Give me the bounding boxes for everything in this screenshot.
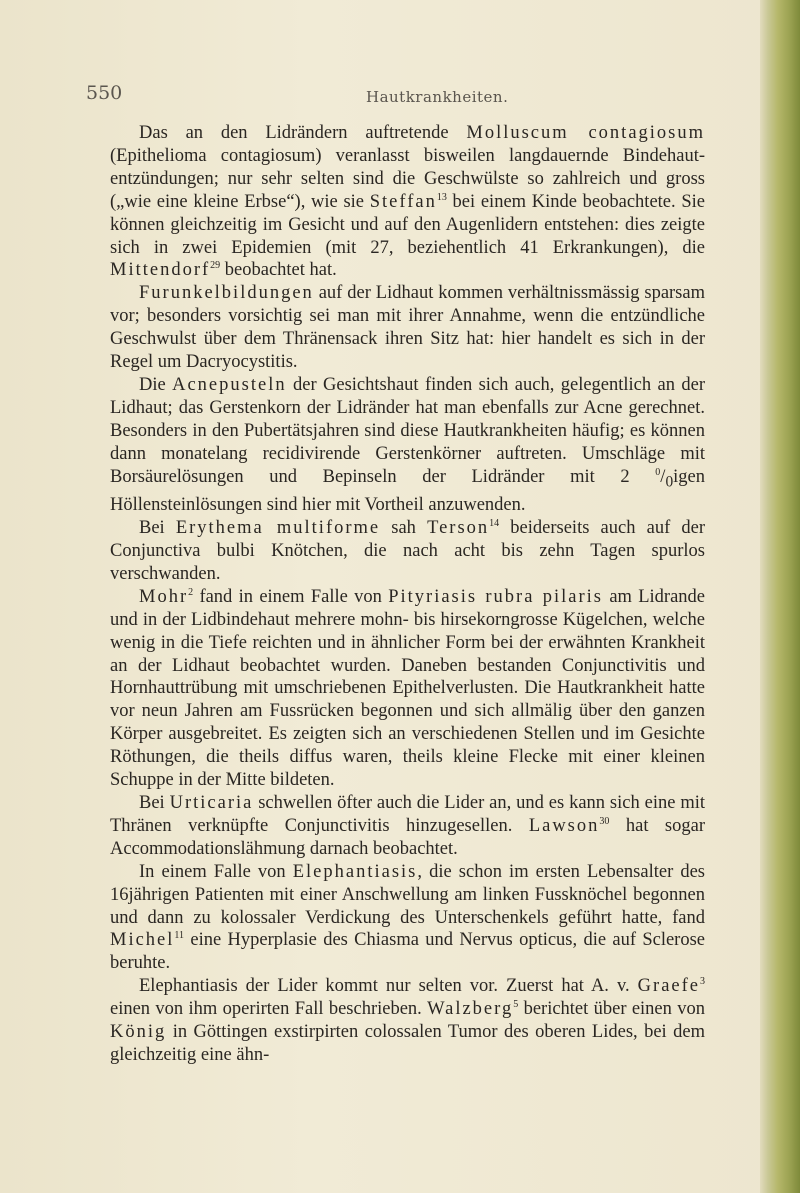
term-acne: Acnepusteln (172, 374, 287, 395)
footnote-ref: 30 (599, 815, 610, 827)
footnote-ref: 14 (489, 518, 500, 530)
author-terson: Terson (427, 518, 490, 539)
term-molluscum: Molluscum contagiosum (466, 123, 706, 143)
term-elephantiasis: Elephantiasis (292, 861, 418, 882)
term-urticaria: Urticaria (169, 792, 254, 813)
footnote-ref: 5 (513, 999, 519, 1011)
footnote-ref: 2 (188, 586, 194, 598)
paragraph-pityriasis: Mohr$^2$ fand in einem Falle von Pityriasis rubra pilaris am Lidrande und in der Lidbindehaut mehrere mohn- bis hirsekorngrosse Kügelchen, welche wenig in die Tiefe reichten und in ähnlicher Form bei der erwähnten Krankheit an der Lidhaut beobachtet wurden. Daneben bestanden Conjunctivitis und Hornhauttrübung mit umschriebenen Epithelverlusten. Die Hautkrankheit hatte vor neun Jahren am Fussrücken begonnen und sich allmälig über den ganzen Körper ausgebreitet. Es zeigten sich an verschiedenen Stellen und im Gesichte Röthungen, die theils diffus waren, theils kleine Flecke mit einer kleinen Schuppe in der Mitte bildeten. (110, 586, 705, 791)
term-pityriasis: Pityriasis rubra pilaris (388, 586, 603, 607)
footnote-ref: 29 (210, 260, 221, 272)
author-walzberg: Walzberg (427, 999, 514, 1020)
running-head: Hautkrankheiten. (366, 88, 509, 106)
body-text (110, 122, 705, 1067)
paragraph-molluscum: Das an den Lidrändern auftretende Molluscum contagiosum (Epithelioma contagiosum) veranlasst bisweilen langdauernde Bindehaut-entzündungen; nur sehr selten sind die Geschwülste so zahlreich und gross („wie eine kleine Erbse“), wie sie Steffan$^{13}$ bei einem Kinde beobachtete. Sie können gleichzeitig im Gesicht und auf den Augenlidern entstehen: dies zeigte sich in zwei Epidemien (mit 27, beziehentlich 41 Erkrankungen), die Mittendorf$^{29}$ beobachtet hat. (110, 123, 706, 281)
term-erythema: Erythema multiforme (175, 518, 381, 539)
paragraph-elephantiasis-lider: Elephantiasis der Lider kommt nur selten vor. Zuerst hat A. v. Graefe$^3$ einen von ihm operirten Fall beschrieben. Walzberg$^5$ berichtet über einen von König in Göttingen exstirpirten colossalen Tumor des oberen Lides, bei dem gleichzeitig eine ähn- (110, 976, 705, 1065)
paragraph-erythema: Bei Erythema multiforme sah Terson$^{14}$ beiderseits auch auf der Conjunctiva bulbi Knötchen, die nach acht bis zehn Tagen spurlos verschwanden. (110, 518, 705, 584)
author-mittendorf: Mittendorf (110, 260, 211, 281)
footnote-ref: 3 (700, 976, 705, 988)
paragraph-acne: Die Acnepusteln der Gesichtshaut finden sich auch, gelegentlich an der Lidhaut; das Gerstenkorn der Lidränder hat man ebenfalls zur Acne gerechnet. Besonders in den Pubertätsjahren sind diese Hautkrankheiten häufig; es können dann monatelang recidivirende Gerstenkörner auftreten. Umschläge mit Borsäurelösungen und Bepinseln der Lidränder mit 2 $^0/_0igen$ Höllensteinlösungen sind hier mit Vortheil anzuwenden. (110, 374, 705, 516)
page-number: 550 (86, 82, 123, 104)
footnote-ref: 13 (436, 191, 447, 203)
page-header (0, 82, 760, 112)
author-koenig: König (110, 1022, 167, 1043)
author-graefe: Graefe (637, 976, 700, 997)
paragraph-furunkel: Furunkelbildungen auf der Lidhaut kommen verhältnissmässig sparsam vor; besonders vorsichtig sei man mit ihrer Annahme, wenn die entzündliche Geschwulst über dem Thränensack ihren Sitz hat: hier handelt es sich in der Regel um Dacryocystitis. (110, 283, 705, 373)
paragraph-elephantiasis: In einem Falle von Elephantiasis, die schon im ersten Lebensalter des 16jährigen Patienten mit einer Anschwellung am linken Fussknöchel begonnen und dann zu kolossaler Verdickung des Unterschenkels geführt hatte, fand Michel$^{11}$ eine Hyperplasie des Chiasma und Nervus opticus, die auf Sclerose beruhte. (110, 861, 705, 974)
page-edge (760, 0, 800, 1193)
author-steffan: Steffan (369, 191, 437, 212)
term-furunkel: Furunkelbildungen (139, 283, 314, 304)
author-lawson: Lawson (528, 815, 600, 836)
footnote-ref: 11 (174, 930, 185, 942)
author-mohr: Mohr (139, 586, 189, 607)
paragraph-urticaria: Bei Urticaria schwellen öfter auch die Lider an, und es kann sich eine mit Thränen verknüpfte Conjunctivitis hinzugesellen. Lawson$^{30}$ hat sogar Accommodationslähmung darnach beobachtet. (110, 792, 705, 859)
author-michel: Michel (110, 930, 175, 951)
